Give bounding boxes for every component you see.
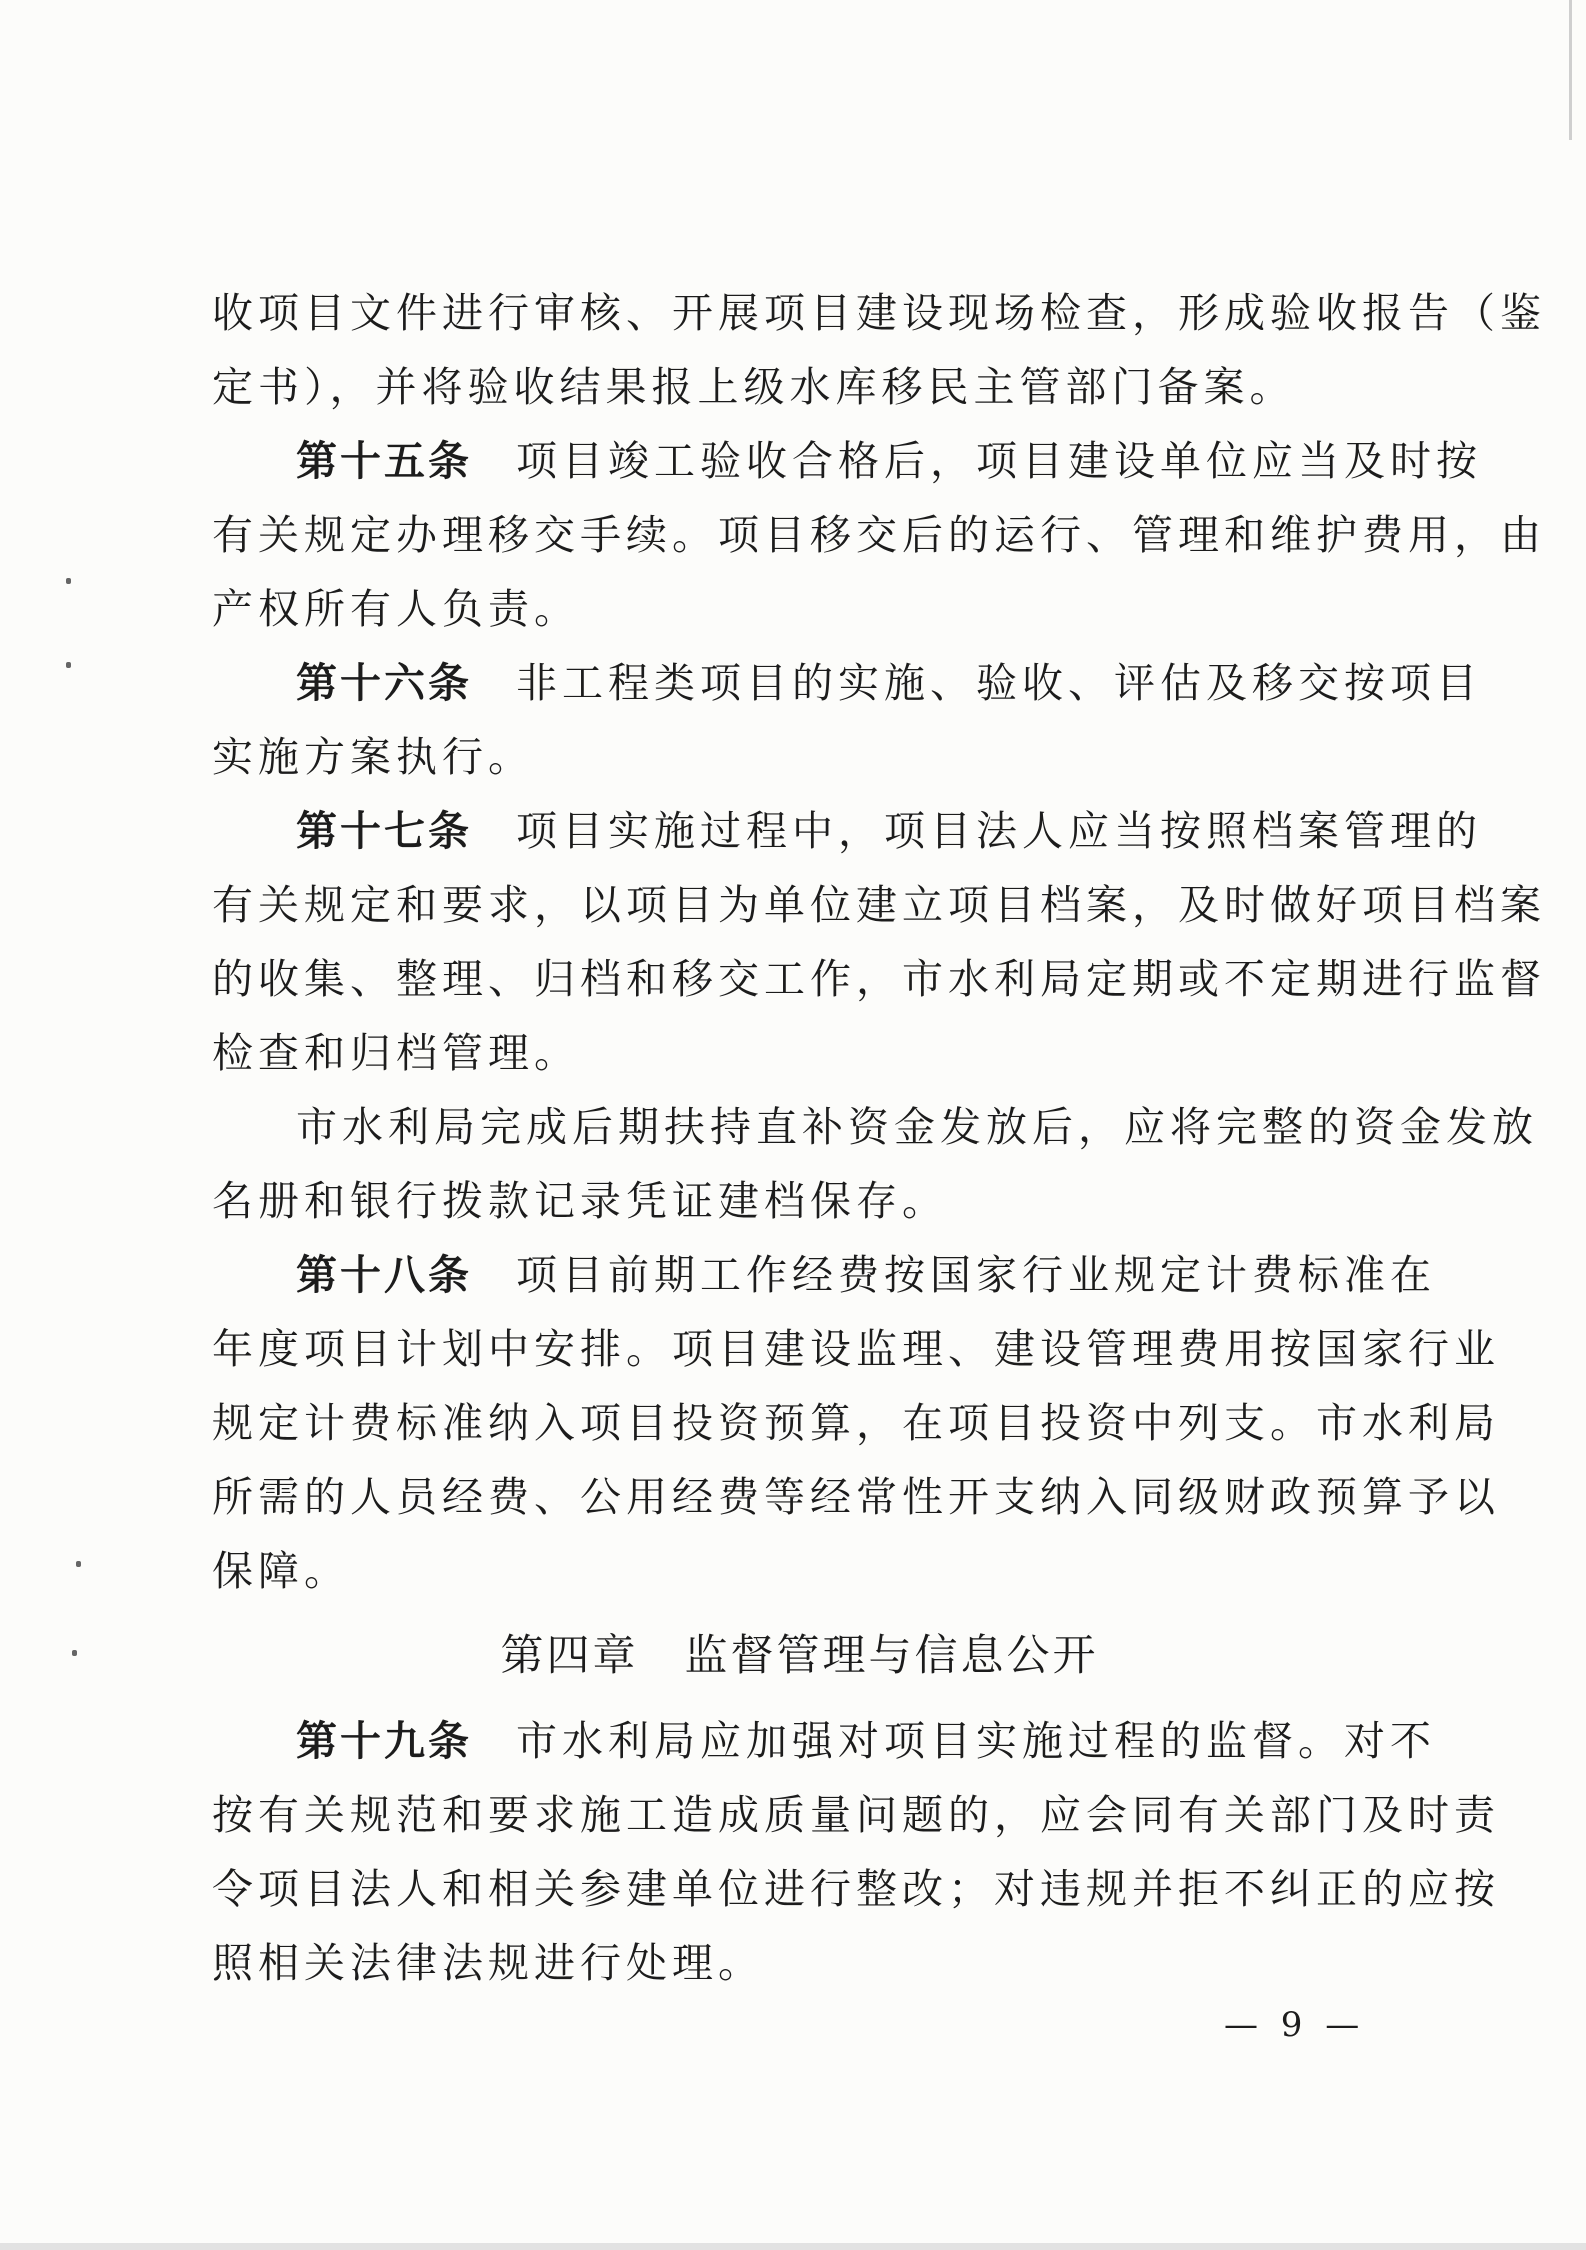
scan-edge-bottom <box>0 2243 1586 2250</box>
text-line: 年度项目计划中安排。项目建设监理、建设管理费用按国家行业 <box>212 1325 1500 1373</box>
text-line: 规定计费标准纳入项目投资预算，在项目投资中列支。市水利局 <box>212 1399 1500 1447</box>
text-line: 收项目文件进行审核、开展项目建设现场检查，形成验收报告（鉴 <box>212 289 1546 337</box>
article-label: 第十八条 <box>296 1251 472 1299</box>
text-line: 项目实施过程中，项目法人应当按照档案管理的 <box>516 807 1482 855</box>
text-line: 所需的人员经费、公用经费等经常性开支纳入同级财政预算予以 <box>212 1473 1500 1521</box>
binding-hole-mark <box>76 1561 81 1567</box>
text-line: 项目竣工验收合格后，项目建设单位应当及时按 <box>516 437 1482 485</box>
paragraph: 市水利局完成后期扶持直补资金发放后，应将完整的资金发放 <box>296 1103 1538 1151</box>
text-line: 名册和银行拨款记录凭证建档保存。 <box>212 1177 948 1225</box>
text-line: 令项目法人和相关参建单位进行整改；对违规并拒不纠正的应按 <box>212 1865 1500 1913</box>
binding-hole-mark <box>72 1650 77 1656</box>
page-number: — 9 — <box>1224 2005 1366 2045</box>
article-label: 第十九条 <box>296 1717 472 1765</box>
text-line: 定书），并将验收结果报上级水库移民主管部门备案。 <box>212 363 1296 411</box>
article-18 <box>212 1238 1436 1312</box>
text-line: 有关规定和要求，以项目为单位建立项目档案，及时做好项目档案 <box>212 881 1546 929</box>
text-line: 按有关规范和要求施工造成质量问题的，应会同有关部门及时责 <box>212 1791 1500 1839</box>
text-line: 实施方案执行。 <box>212 733 534 781</box>
text-line: 检查和归档管理。 <box>212 1029 580 1077</box>
chapter-title: 第四章 监督管理与信息公开 <box>500 1631 1099 1681</box>
article-15 <box>212 424 1482 498</box>
article-17 <box>212 794 1482 868</box>
text-line: 非工程类项目的实施、验收、评估及移交按项目 <box>516 659 1482 707</box>
article-label: 第十五条 <box>296 437 472 485</box>
text-line: 保障。 <box>212 1547 350 1595</box>
article-label: 第十六条 <box>296 659 472 707</box>
text-line: 市水利局应加强对项目实施过程的监督。对不 <box>516 1717 1436 1765</box>
article-label: 第十七条 <box>296 807 472 855</box>
scan-edge <box>1569 0 1572 140</box>
text-line: 产权所有人负责。 <box>212 585 580 633</box>
body-text <box>212 276 1546 2000</box>
binding-hole-mark <box>66 578 71 584</box>
text-line: 有关规定办理移交手续。项目移交后的运行、管理和维护费用，由 <box>212 511 1546 559</box>
text-line: 项目前期工作经费按国家行业规定计费标准在 <box>516 1251 1436 1299</box>
article-16 <box>212 646 1482 720</box>
binding-hole-mark <box>66 662 71 668</box>
article-19 <box>212 1704 1436 1778</box>
text-line: 照相关法律法规进行处理。 <box>212 1939 764 1987</box>
text-line: 的收集、整理、归档和移交工作，市水利局定期或不定期进行监督 <box>212 955 1546 1003</box>
